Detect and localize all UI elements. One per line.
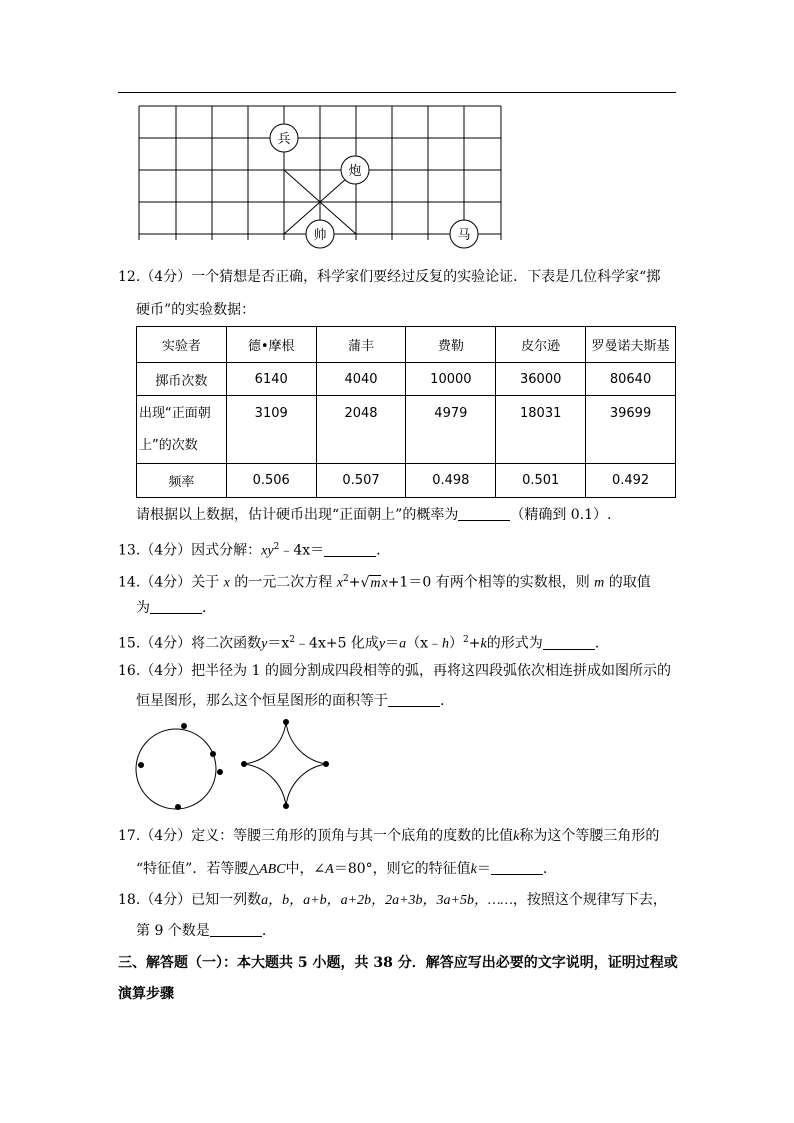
q16-line1: 16.（4分）把半径为 1 的圆分割成四段相等的弧，再将这四段弧依次相连拼成如图所示的 (118, 663, 671, 679)
table-cell: 0.507 (316, 464, 406, 498)
q16-line2: 恒星图形，那么这个恒星图形的面积等于 . (136, 693, 445, 709)
table-header-row (137, 327, 676, 363)
q17-line1: 17.（4分）定义：等腰三角形的顶角与其一个底角的度数的比值k称为这个等腰三角形的 (118, 828, 660, 844)
table-cell: 0.498 (406, 464, 496, 498)
q12-line1: 12.（4分）一个猜想是否正确，科学家们要经过反复的实验论证．下表是几位科学家“掷 (118, 269, 661, 285)
section-heading-line2: 演算步骤 (118, 986, 174, 1002)
table-cell: 3109 (226, 396, 316, 464)
answer-blank[interactable] (543, 635, 595, 650)
table-row (137, 464, 676, 498)
q13: 13.（4分）因式分解：$xy^2﹣4x=$ . (118, 542, 381, 559)
star-figure (241, 719, 329, 809)
q18-line1: 18.（4分）已知一列数a，b，a+b，a+2b，2a+3b，3a+5b，……，按照这个规律写下去， (118, 892, 667, 908)
svg-text:炮: 炮 (348, 164, 362, 179)
table-cell: 0.506 (226, 464, 316, 498)
svg-text:马: 马 (457, 228, 471, 243)
table-row (137, 363, 676, 396)
q14-line2: 为 . (136, 600, 207, 616)
piece-shuai (306, 220, 334, 248)
row-label-line1: 出现“正面朝 (139, 405, 211, 421)
row-label: 频率 (137, 464, 227, 498)
table-cell: 80640 (586, 363, 676, 396)
answer-blank[interactable] (458, 506, 510, 521)
sqrt-sign: √m (360, 574, 381, 591)
answer-blank[interactable] (388, 692, 440, 707)
header-rule (118, 92, 676, 93)
circle-figure (136, 723, 223, 810)
q15: 15.（4分）将二次函数$y=x^2﹣4x+5$ 化成y＝a（x﹣h）$^2$+k的形式为 . (118, 635, 600, 652)
table-cell: 10000 (406, 363, 496, 396)
q12-line2: 硬币”的实验数据： (136, 302, 256, 318)
q12-answer-line: 请根据以上数据，估计硬币出现“正面朝上”的概率为 （精确到 0.1）. (136, 507, 612, 523)
q14-line1: 14.（4分）关于 x 的一元二次方程 $x^2+√mx+1=0$ 有两个相等的实数根，则 m 的取值 (118, 569, 651, 594)
table-header: 蒲丰 (316, 327, 406, 363)
row-label: 掷币次数 (137, 363, 227, 396)
svg-text:帅: 帅 (313, 228, 327, 243)
row-label (137, 396, 227, 464)
answer-blank[interactable] (150, 599, 202, 614)
table-cell: 6140 (226, 363, 316, 396)
q18-line2: 第 9 个数是 . (136, 923, 267, 939)
table-cell: 39699 (586, 396, 676, 464)
table-cell: 4979 (406, 396, 496, 464)
table-cell: 0.492 (586, 464, 676, 498)
svg-text:兵: 兵 (277, 132, 291, 147)
table-cell: 2048 (316, 396, 406, 464)
table-header: 费勒 (406, 327, 496, 363)
table-header: 德•摩根 (226, 327, 316, 363)
coin-toss-table (136, 326, 676, 498)
q17-line2: “特征值”．若等腰△ABC中，∠A＝80°，则它的特征值k＝ . (136, 861, 548, 877)
piece-bing (270, 124, 298, 152)
section-heading-line1: 三、解答题（一）：本大题共 5 小题，共 38 分．解答应写出必要的文字说明，证明过程或 (118, 955, 678, 971)
table-cell: 0.501 (496, 464, 586, 498)
chess-board-figure (132, 100, 508, 252)
answer-blank[interactable] (324, 542, 376, 557)
table-header: 实验者 (137, 327, 227, 363)
circle-star-figure (134, 718, 334, 814)
table-cell: 18031 (496, 396, 586, 464)
table-cell: 36000 (496, 363, 586, 396)
table-header: 皮尔逊 (496, 327, 586, 363)
table-row (137, 396, 676, 464)
table-header: 罗曼诺夫斯基 (586, 327, 676, 363)
answer-blank[interactable] (210, 922, 262, 937)
answer-blank[interactable] (491, 860, 543, 875)
row-label-line2: 上”的次数 (139, 437, 198, 453)
piece-ma (450, 220, 478, 248)
piece-pao (341, 156, 369, 184)
table-cell: 4040 (316, 363, 406, 396)
